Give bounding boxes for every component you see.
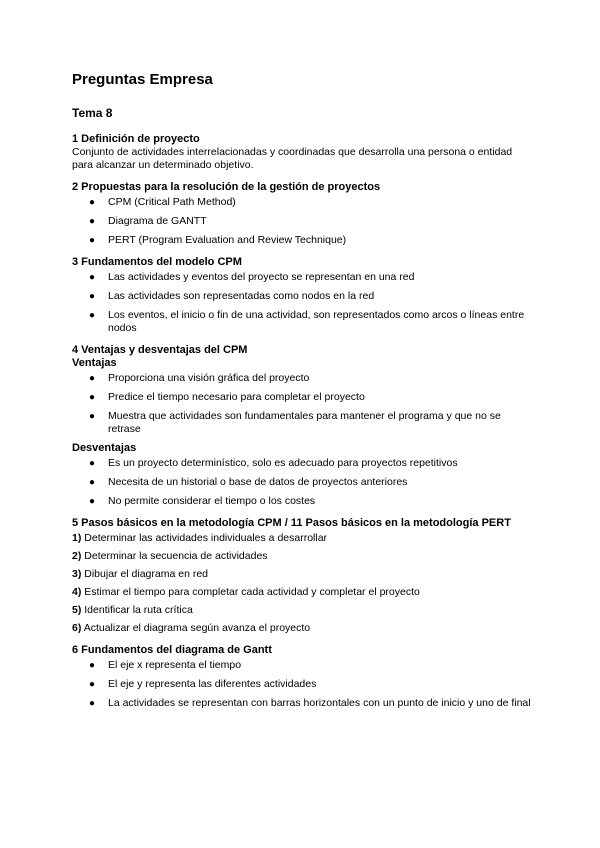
list-item: 6) Actualizar el diagrama según avanza el proyecto — [72, 622, 311, 634]
bullet-list — [72, 271, 532, 335]
section-heading: 5 Pasos básicos en la metodología CPM / 11 Pasos básicos en la metodología PERT — [72, 517, 511, 529]
bullet-icon: ● — [89, 216, 96, 227]
list-item: ● Diagrama de GANTT — [89, 215, 207, 227]
bullet-icon: ● — [89, 392, 96, 403]
list-item: ● Los eventos, el inicio o fin de una actividad, son representados como arcos o líneas entre nodos — [89, 309, 525, 334]
list-item: 5) Identificar la ruta crítica — [72, 604, 193, 616]
document-title: Preguntas Empresa — [72, 71, 213, 88]
bullet-icon: ● — [89, 291, 96, 302]
list-item: ● No permite considerar el tiempo o los costes — [89, 495, 316, 507]
list-item: 4) Estimar el tiempo para completar cada actividad y completar el proyecto — [72, 586, 420, 598]
section-paragraph: Conjunto de actividades interrelacionadas y coordinadas que desarrolla una persona o entidad para alcanzar un determinado objetivo. — [72, 146, 513, 171]
disadvantages-heading: Desventajas — [72, 442, 137, 454]
section-heading: 3 Fundamentos del modelo CPM — [72, 256, 242, 268]
topic-heading: Tema 8 — [72, 106, 113, 120]
advantages-list — [72, 372, 532, 436]
list-item: ● Las actividades son representadas como nodos en la red — [89, 290, 375, 302]
bullet-icon: ● — [89, 373, 96, 384]
bullet-icon: ● — [89, 496, 96, 507]
bullet-icon: ● — [89, 477, 96, 488]
section-4 — [72, 343, 532, 508]
list-item: ● PERT (Program Evaluation and Review Technique) — [89, 234, 347, 246]
bullet-icon: ● — [89, 310, 96, 321]
list-item: ● Proporciona una visión gráfica del proyecto — [89, 372, 310, 384]
bullet-list — [72, 196, 532, 247]
bullet-icon: ● — [89, 660, 96, 671]
list-item: 2) Determinar la secuencia de actividades — [72, 550, 268, 562]
section-6 — [72, 643, 532, 710]
bullet-icon: ● — [89, 698, 96, 709]
section-heading: 6 Fundamentos del diagrama de Gantt — [72, 644, 272, 656]
list-item: ● La actividades se representan con barras horizontales con un punto de inicio y uno de final — [89, 697, 531, 709]
section-heading: 2 Propuestas para la resolución de la gestión de proyectos — [72, 181, 381, 193]
list-item: ● El eje x representa el tiempo — [89, 659, 242, 671]
section-5 — [72, 516, 532, 635]
list-item: 3) Dibujar el diagrama en red — [72, 568, 208, 580]
section-2 — [72, 180, 532, 247]
document-body — [72, 70, 532, 718]
bullet-icon: ● — [89, 272, 96, 283]
advantages-heading: Ventajas — [72, 357, 117, 369]
disadvantages-list — [72, 457, 532, 508]
list-item: ● Predice el tiempo necesario para completar el proyecto — [89, 391, 365, 403]
list-item: ● CPM (Critical Path Method) — [89, 196, 236, 208]
bullet-icon: ● — [89, 235, 96, 246]
section-heading: 1 Definición de proyecto — [72, 133, 200, 145]
list-item: ● Es un proyecto determinístico, solo es adecuado para proyectos repetitivos — [89, 457, 458, 469]
section-1 — [72, 132, 532, 172]
list-item: ● Necesita de un historial o base de datos de proyectos anteriores — [89, 476, 408, 488]
bullet-list — [72, 659, 532, 710]
list-item: ● Las actividades y eventos del proyecto se representan en una red — [89, 271, 415, 283]
steps-list — [72, 532, 532, 635]
bullet-icon: ● — [89, 458, 96, 469]
bullet-icon: ● — [89, 679, 96, 690]
bullet-icon: ● — [89, 411, 96, 422]
section-heading: 4 Ventajas y desventajas del CPM — [72, 344, 248, 356]
list-item: ● El eje y representa las diferentes actividades — [89, 678, 317, 690]
list-item: ● Muestra que actividades son fundamentales para mantener el programa y que no se retrase — [89, 410, 501, 435]
list-item: 1) Determinar las actividades individuales a desarrollar — [72, 532, 328, 544]
bullet-icon: ● — [89, 197, 96, 208]
section-3 — [72, 255, 532, 335]
